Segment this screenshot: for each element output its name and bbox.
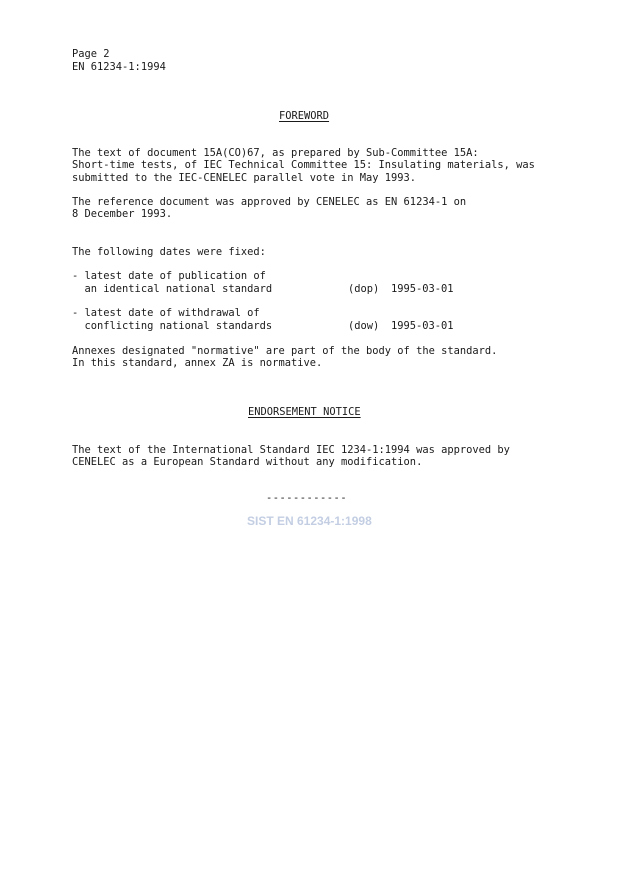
endorsement-line2: CENELEC as a European Standard without any modification. [72, 456, 423, 468]
page-number: Page 2 [72, 48, 110, 60]
dow-code: (dow) [348, 320, 380, 332]
foreword-heading: FOREWORD [279, 110, 330, 122]
dop-line2: an identical national standard [72, 283, 273, 295]
dop-code: (dop) [348, 283, 380, 295]
endorsement-heading: ENDORSEMENT NOTICE [248, 406, 361, 418]
dow-line1: - latest date of withdrawal of [72, 307, 260, 319]
separator-dashes: ------------ [266, 492, 348, 504]
foreword-para1-line1: The text of document 15A(CO)67, as prepared by Sub-Committee 15A: [72, 147, 479, 159]
dow-date: 1995-03-01 [391, 320, 454, 332]
foreword-para1-line3: submitted to the IEC-CENELEC parallel vote in May 1993. [72, 172, 417, 184]
dop-date: 1995-03-01 [391, 283, 454, 295]
foreword-para2-line1: The reference document was approved by CENELEC as EN 61234-1 on [72, 196, 467, 208]
annex-line2: In this standard, annex ZA is normative. [72, 357, 323, 369]
dow-line2: conflicting national standards [72, 320, 273, 332]
standard-number: EN 61234-1:1994 [72, 61, 166, 73]
dop-line1: - latest date of publication of [72, 270, 266, 282]
annex-line1: Annexes designated "normative" are part of the body of the standard. [72, 345, 498, 357]
foreword-para1-line2: Short-time tests, of IEC Technical Committee 15: Insulating materials, was [72, 159, 535, 171]
watermark-text: SIST EN 61234-1:1998 [247, 514, 372, 528]
foreword-para2-line2: 8 December 1993. [72, 208, 173, 220]
dates-intro: The following dates were fixed: [72, 246, 266, 258]
endorsement-line1: The text of the International Standard IEC 1234-1:1994 was approved by [72, 444, 510, 456]
